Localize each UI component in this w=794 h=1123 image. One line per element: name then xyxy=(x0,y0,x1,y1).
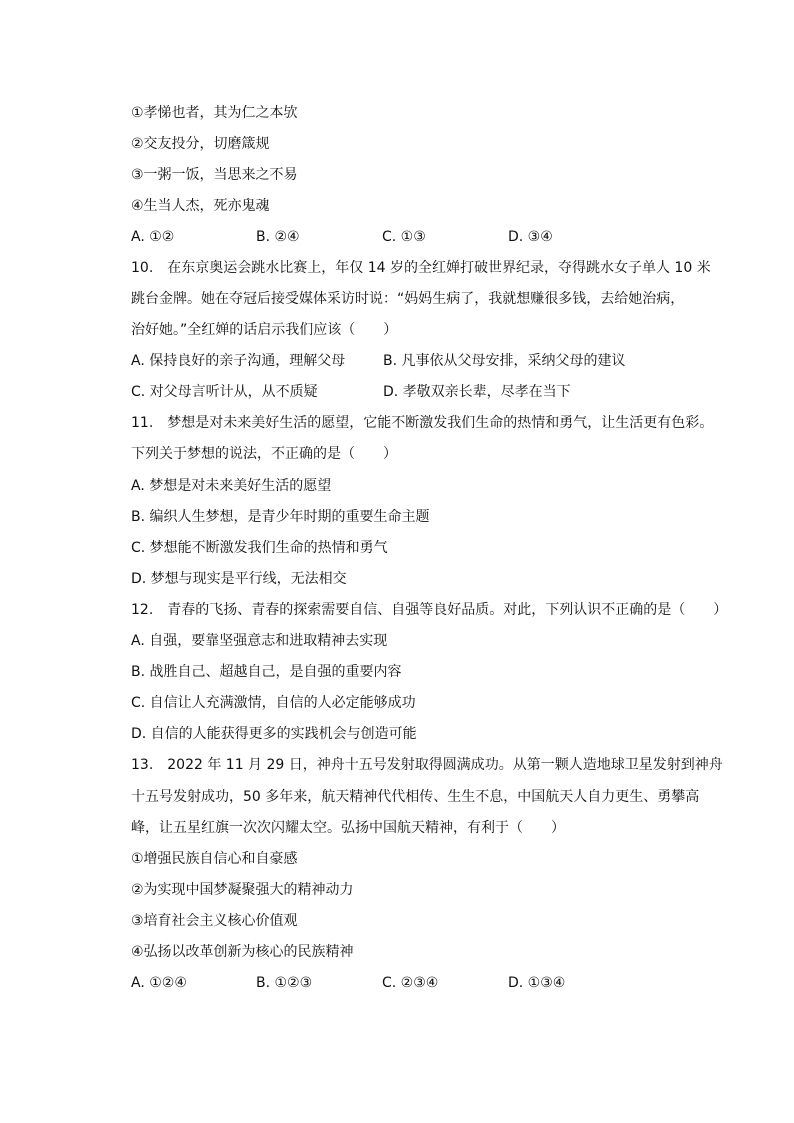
q9-option-d: D. ③④ xyxy=(508,229,553,245)
q9-item-3: ③一粥一饭，当思来之不易 xyxy=(131,167,298,183)
q13-stem-line-1: 13. 2022 年 11 月 29 日，神舟十五号发射取得圆满成功。从第一颗人造地球卫星发射到神舟 xyxy=(131,757,723,773)
q13-option-d: D. ①③④ xyxy=(508,975,566,991)
q10-stem-line-2: 跳台金牌。她在夺冠后接受媒体采访时说：“妈妈生病了，我就想赚很多钱，去给她治病， xyxy=(131,291,685,307)
q9-option-a: A. ①② xyxy=(131,229,175,245)
q11-stem-line-1: 11. 梦想是对未来美好生活的愿望，它能不断激发我们生命的热情和勇气，让生活更有色彩。 xyxy=(131,415,714,431)
q12-option-a: A. 自强，要靠坚强意志和进取精神去实现 xyxy=(131,633,388,649)
q12-stem: 12. 青春的飞扬、青春的探索需要自信、自强等良好品质。对此，下列认识不正确的是（ ） xyxy=(131,602,728,618)
q11-option-d: D. 梦想与现实是平行线，无法相交 xyxy=(131,571,347,587)
q11-option-c: C. 梦想能不断激发我们生命的热情和勇气 xyxy=(131,540,388,556)
q13-item-4: ④弘扬以改革创新为核心的民族精神 xyxy=(131,944,354,960)
q10-option-b: B. 凡事依从父母安排，采纳父母的建议 xyxy=(383,353,626,369)
q13-stem-line-2: 十五号发射成功，50 多年来，航天精神代代相传、生生不息，中国航天人自力更生、勇攀高 xyxy=(131,789,700,805)
q12-option-c: C. 自信让人充满激情，自信的人必定能够成功 xyxy=(131,695,416,711)
q10-stem-line-1: 10. 在东京奥运会跳水比赛上，年仅 14 岁的全红婵打破世界纪录，夺得跳水女子单人 10 米 xyxy=(131,260,711,276)
q11-stem-line-2: 下列关于梦想的说法，不正确的是（ ） xyxy=(131,446,397,462)
q13-stem-line-3: 峰，让五星红旗一次次闪耀太空。弘扬中国航天精神，有利于（ ） xyxy=(131,820,565,836)
q13-option-b: B. ①②③ xyxy=(256,975,313,991)
q9-item-4: ④生当人杰，死亦鬼魂 xyxy=(131,198,270,214)
q11-option-a: A. 梦想是对未来美好生活的愿望 xyxy=(131,478,332,494)
q9-item-1: ①孝悌也者，其为仁之本欤 xyxy=(131,105,298,121)
q12-option-b: B. 战胜自己、超越自己，是自强的重要内容 xyxy=(131,664,402,680)
q10-option-c: C. 对父母言听计从，从不质疑 xyxy=(131,384,318,400)
q9-item-2: ②交友投分，切磨箴规 xyxy=(131,136,270,152)
q13-item-1: ①增强民族自信心和自豪感 xyxy=(131,851,298,867)
q10-stem-line-3: 治好她。”全红婵的话启示我们应该（ ） xyxy=(131,322,398,338)
q13-item-2: ②为实现中国梦凝聚强大的精神动力 xyxy=(131,882,354,898)
q10-option-d: D. 孝敬双亲长辈，尽孝在当下 xyxy=(383,384,571,400)
q12-option-d: D. 自信的人能获得更多的实践机会与创造可能 xyxy=(131,726,417,742)
q13-item-3: ③培育社会主义核心价值观 xyxy=(131,913,298,929)
q9-option-c: C. ①③ xyxy=(382,229,426,245)
q10-option-a: A. 保持良好的亲子沟通，理解父母 xyxy=(131,353,346,369)
q9-option-b: B. ②④ xyxy=(256,229,300,245)
q11-option-b: B. 编织人生梦想，是青少年时期的重要生命主题 xyxy=(131,509,430,525)
q13-option-c: C. ②③④ xyxy=(382,975,439,991)
q13-option-a: A. ①②④ xyxy=(131,975,187,991)
